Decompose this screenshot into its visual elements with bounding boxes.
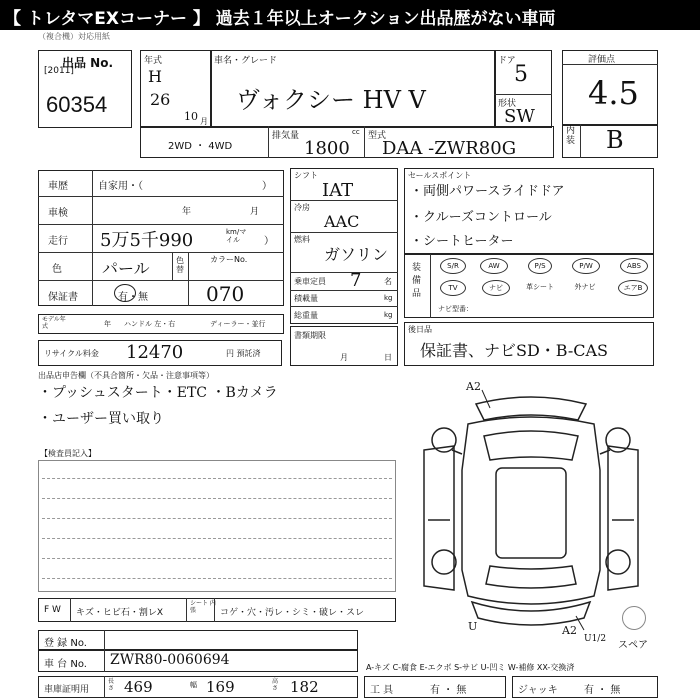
damage-mark-a2-front: A2 [466, 380, 481, 393]
damage-mark-line [482, 390, 490, 408]
equipment-option: P/W [572, 258, 600, 274]
equipment-option: AW [480, 258, 508, 274]
capacity-value: 7 [350, 270, 362, 291]
car-diagram [406, 380, 656, 640]
equipment-option: TV [440, 280, 466, 296]
gross-unit: kg [384, 311, 393, 319]
mileage-close: ） [264, 236, 274, 247]
warranty-circle [114, 284, 136, 302]
sales-points-label: セールスポイント [408, 171, 472, 180]
chassis-value: ZWR80-0060694 [110, 652, 230, 668]
sales-point-item: ・シートヒーター [410, 234, 514, 249]
equipment-navi-type-label: ナビ型番： [438, 305, 473, 313]
year-value: 26 [150, 90, 171, 109]
sales-point-item: ・クルーズコントロール [410, 210, 552, 225]
warranty-label: 保証書 [48, 292, 78, 303]
equipment-option: P/S [528, 258, 552, 274]
shape-value: SW [504, 106, 535, 127]
equipment-option: 革シート [526, 283, 554, 291]
aircon-value: AAC [324, 212, 360, 231]
dimension-length-label: 長さ [108, 678, 115, 692]
load-unit: kg [384, 294, 393, 302]
model-year-month: 年 [104, 320, 111, 328]
seller-notes-line: ・プッシュスタート・ETC ・Bカメラ [38, 385, 278, 401]
equipment-option: 外ナビ [574, 283, 596, 291]
equipment-option: エアB [618, 280, 648, 296]
interior-label: 内装 [566, 126, 576, 146]
displacement-label: 排気量 [272, 131, 300, 141]
color-code-label: カラーNo. [210, 255, 248, 264]
dimension-width-label: 幅 [190, 681, 197, 689]
later-items-value: 保証書、ナビSD・B-CAS [420, 341, 609, 360]
gross-label: 総重量 [294, 311, 318, 320]
history-label: 車歴 [48, 181, 68, 192]
chassis-label: 車 台 No. [44, 659, 87, 670]
score-value: 4.5 [588, 74, 639, 112]
model-year-handle: ハンドル 左・右 [124, 320, 176, 328]
lot-number: 60354 [46, 92, 108, 117]
model-value: DAA -ZWR80G [382, 138, 517, 159]
year-era: H [148, 67, 162, 86]
equipment-option: ABS [620, 258, 648, 274]
aircon-label: 冷房 [294, 203, 310, 212]
displacement-unit: cc [352, 128, 360, 136]
doc-deadline-day: 日 [384, 353, 392, 362]
doc-deadline-label: 書類期限 [294, 331, 326, 340]
inspection-label: 車検 [48, 208, 68, 219]
shift-label: シフト [294, 171, 318, 180]
warranty-value: 有・無 [118, 292, 148, 303]
color-code: 070 [206, 282, 245, 306]
spare-label: スペア [618, 640, 648, 651]
history-close: ） [262, 181, 272, 192]
equipment-option: ナビ [482, 280, 510, 296]
sales-point-item: ・両側パワースライドドア [410, 184, 565, 199]
recycle-value: 12470 [126, 342, 184, 363]
fuel-value: ガソリン [324, 245, 389, 264]
damage-mark-rear: U1/2 [584, 634, 607, 644]
spare-tire-icon [622, 606, 646, 630]
equipment-option: S/R [440, 258, 466, 274]
dimensions-label: 車庫証明用 [44, 685, 90, 695]
damage-mark-u: U [468, 620, 478, 633]
model-year-dealer: ディーラー・並行 [210, 320, 266, 328]
doors-value: 5 [514, 62, 528, 87]
drive-label: 2WD ・ 4WD [168, 141, 233, 152]
model-label: 型式 [368, 131, 387, 141]
doc-deadline-month: 月 [340, 353, 348, 362]
color-value: パール [102, 259, 150, 278]
model-year-label: モデル年式 [42, 316, 66, 330]
sheet-subtitle: （複合機）対応用紙 [38, 32, 110, 41]
year-month: 10 [184, 110, 198, 123]
damage-mark-a2-rear: A2 [562, 624, 577, 637]
fw-seat-value: コゲ・穴・汚レ・シミ・破レ・スレ [220, 608, 365, 618]
fw-label: F W [44, 605, 61, 615]
lot-year-tag: [2011] [44, 66, 74, 76]
shift-value: IAT [322, 180, 354, 201]
inspector-label: 【検査員記入】 [40, 449, 96, 458]
car-name-value: ヴォクシー HV V [236, 86, 426, 114]
legend: A-キズ C-腐食 E-エクボ S-サビ U-凹ミ W-補修 XX-交換済 [366, 663, 575, 672]
jack-label: ジャッキ [518, 685, 558, 696]
interior-value: B [606, 126, 624, 154]
fuel-label: 燃料 [294, 235, 310, 244]
dimension-height-label: 高さ [272, 678, 279, 692]
dimension-length: 469 [124, 678, 153, 696]
inspection-month-unit: 月 [250, 207, 260, 217]
jack-value: 有 ・ 無 [584, 685, 621, 696]
lot-label: 出品 No. [62, 56, 114, 70]
capacity-unit: 名 [384, 277, 392, 286]
dimension-width: 169 [206, 678, 235, 696]
mileage-value: 5万5千990 [100, 230, 194, 251]
shape-label: 形状 [498, 99, 517, 109]
year-month-unit: 月 [200, 117, 208, 126]
year-label: 年式 [144, 56, 163, 66]
inspector-box [38, 460, 396, 592]
recycle-label: リサイクル料金 [44, 349, 99, 358]
equipment-label: 装備品 [412, 263, 422, 299]
tools-label: 工 具 [370, 685, 394, 696]
fw-seat-label: シート 内 張 [190, 600, 216, 614]
dimension-height: 182 [290, 678, 319, 696]
color-repaint-label: 色替 [176, 256, 184, 274]
color-label: 色 [52, 264, 62, 275]
inspection-year-unit: 年 [182, 207, 192, 217]
later-items-label: 後日品 [408, 325, 432, 334]
car-name-label: 車名・グレード [214, 56, 278, 66]
seller-notes-line: ・ユーザー買い取り [38, 411, 164, 427]
mileage-unit: km/マイル [226, 228, 247, 244]
banner-text: 【 トレタマEXコーナー 】 過去１年以上オークション出品歴がない車両 [4, 9, 556, 28]
load-label: 積載量 [294, 294, 318, 303]
tools-value: 有 ・ 無 [430, 685, 467, 696]
history-options: 自家用・（ [98, 181, 143, 192]
capacity-label: 乗車定員 [294, 277, 326, 286]
doors-label: ドア [498, 56, 516, 66]
displacement-value: 1800 [304, 138, 350, 159]
fw-value: キズ・ヒビ石・割レX [76, 608, 163, 618]
score-label: 評価点 [588, 55, 616, 65]
mileage-label: 走行 [48, 236, 68, 247]
registration-label: 登 録 No. [44, 638, 87, 649]
recycle-unit: 円 預託済 [226, 349, 261, 358]
seller-notes-label: 出品店申告欄（不具合箇所・欠品・注意事項等） [38, 371, 214, 380]
